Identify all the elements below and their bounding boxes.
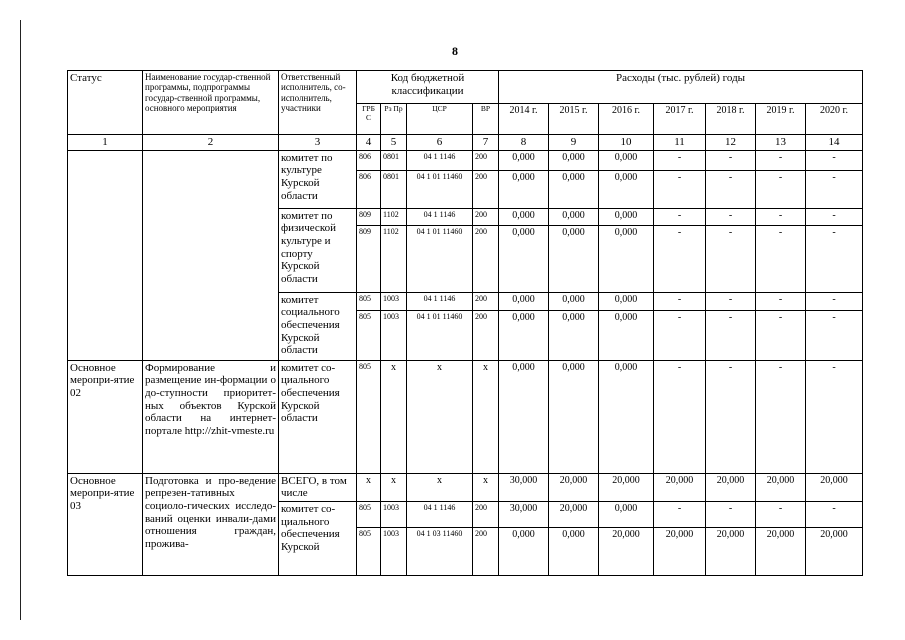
col-num: 1 bbox=[68, 135, 143, 151]
responsible-cell: комитет со-циального обеспечения Курской области bbox=[279, 360, 357, 473]
rzpr-cell: 0801 bbox=[381, 150, 407, 170]
value-cell: - bbox=[806, 501, 863, 527]
value-cell: - bbox=[756, 170, 806, 208]
col-num: 14 bbox=[806, 135, 863, 151]
col-num: 5 bbox=[381, 135, 407, 151]
csr-cell: x bbox=[407, 360, 473, 473]
col-num: 3 bbox=[279, 135, 357, 151]
grbs-cell: 806 bbox=[357, 150, 381, 170]
value-cell: 0,000 bbox=[499, 360, 549, 473]
grbs-cell: 805 bbox=[357, 310, 381, 360]
col-num: 7 bbox=[473, 135, 499, 151]
value-cell: 30,000 bbox=[499, 501, 549, 527]
vr-cell: 200 bbox=[473, 150, 499, 170]
responsible-cell: комитет со-циального обеспечения Курской bbox=[279, 501, 357, 575]
table-row bbox=[68, 473, 863, 501]
value-cell: - bbox=[806, 208, 863, 225]
value-cell: 0,000 bbox=[599, 208, 654, 225]
header-year: 2014 г. bbox=[499, 104, 549, 135]
value-cell: 0,000 bbox=[549, 527, 599, 575]
csr-cell: 04 1 1146 bbox=[407, 208, 473, 225]
rzpr-cell: x bbox=[381, 360, 407, 473]
value-cell: 20,000 bbox=[806, 527, 863, 575]
header-year: 2015 г. bbox=[549, 104, 599, 135]
value-cell: 0,000 bbox=[549, 225, 599, 292]
col-num: 11 bbox=[654, 135, 706, 151]
value-cell: 0,000 bbox=[599, 150, 654, 170]
name-cell: Формирование и размещение ин-формации о до-ступности приоритет-ных объектов Курской области на интернет-портале http://zhit-vmeste.ru bbox=[143, 360, 279, 473]
grbs-cell: 805 bbox=[357, 527, 381, 575]
value-cell: 20,000 bbox=[549, 473, 599, 501]
value-cell: 0,000 bbox=[499, 170, 549, 208]
rzpr-cell: 1003 bbox=[381, 292, 407, 310]
vr-cell: 200 bbox=[473, 208, 499, 225]
column-number-row bbox=[68, 135, 863, 151]
value-cell: - bbox=[806, 310, 863, 360]
value-cell: - bbox=[706, 150, 756, 170]
grbs-cell: 809 bbox=[357, 225, 381, 292]
value-cell: - bbox=[654, 501, 706, 527]
col-num: 12 bbox=[706, 135, 756, 151]
vr-cell: 200 bbox=[473, 527, 499, 575]
header-year: 2018 г. bbox=[706, 104, 756, 135]
value-cell: 20,000 bbox=[599, 473, 654, 501]
col-num: 10 bbox=[599, 135, 654, 151]
page-number: 8 bbox=[452, 44, 458, 58]
value-cell: - bbox=[706, 310, 756, 360]
header-status: Статус bbox=[68, 71, 143, 135]
value-cell: 0,000 bbox=[599, 170, 654, 208]
value-cell: 0,000 bbox=[499, 292, 549, 310]
value-cell: 0,000 bbox=[549, 310, 599, 360]
value-cell: 0,000 bbox=[499, 310, 549, 360]
value-cell: 20,000 bbox=[706, 473, 756, 501]
value-cell: 0,000 bbox=[499, 527, 549, 575]
csr-cell: 04 1 1146 bbox=[407, 292, 473, 310]
value-cell: 20,000 bbox=[599, 527, 654, 575]
value-cell: - bbox=[706, 360, 756, 473]
value-cell: 20,000 bbox=[654, 527, 706, 575]
vr-cell: x bbox=[473, 473, 499, 501]
value-cell: - bbox=[654, 170, 706, 208]
col-num: 13 bbox=[756, 135, 806, 151]
value-cell: 20,000 bbox=[756, 473, 806, 501]
responsible-cell: ВСЕГО, в том числе bbox=[279, 473, 357, 501]
page-edge-line bbox=[20, 20, 21, 620]
header-grbs: ГРБ С bbox=[357, 104, 381, 135]
responsible-cell: комитет социального обеспечения Курской области bbox=[279, 292, 357, 360]
value-cell: - bbox=[806, 170, 863, 208]
value-cell: 0,000 bbox=[599, 225, 654, 292]
col-num: 2 bbox=[143, 135, 279, 151]
value-cell: 0,000 bbox=[599, 360, 654, 473]
status-cell: Основное меропри-ятие 03 bbox=[68, 473, 143, 575]
csr-cell: 04 1 1146 bbox=[407, 150, 473, 170]
value-cell: 0,000 bbox=[599, 501, 654, 527]
name-cell bbox=[143, 150, 279, 360]
value-cell: - bbox=[706, 292, 756, 310]
header-expenses: Расходы (тыс. рублей) годы bbox=[499, 71, 863, 104]
header-name: Наименование государ-ственной программы, подпрограммы государ-ственной программы, основного мероприятия bbox=[143, 71, 279, 135]
rzpr-cell: 1102 bbox=[381, 208, 407, 225]
value-cell: - bbox=[654, 292, 706, 310]
rzpr-cell: 1102 bbox=[381, 225, 407, 292]
table-row bbox=[68, 360, 863, 473]
grbs-cell: 805 bbox=[357, 292, 381, 310]
vr-cell: 200 bbox=[473, 501, 499, 527]
value-cell: - bbox=[654, 208, 706, 225]
responsible-cell: комитет по физической культуре и спорту Курской области bbox=[279, 208, 357, 292]
header-year: 2017 г. bbox=[654, 104, 706, 135]
value-cell: 0,000 bbox=[549, 170, 599, 208]
csr-cell: 04 1 03 11460 bbox=[407, 527, 473, 575]
value-cell: - bbox=[756, 360, 806, 473]
csr-cell: 04 1 01 11460 bbox=[407, 225, 473, 292]
status-cell bbox=[68, 150, 143, 360]
value-cell: 0,000 bbox=[549, 292, 599, 310]
header-csr: ЦСР bbox=[407, 104, 473, 135]
value-cell: 0,000 bbox=[599, 310, 654, 360]
value-cell: 20,000 bbox=[806, 473, 863, 501]
rzpr-cell: x bbox=[381, 473, 407, 501]
value-cell: - bbox=[756, 310, 806, 360]
value-cell: - bbox=[806, 292, 863, 310]
col-num: 9 bbox=[549, 135, 599, 151]
value-cell: - bbox=[806, 360, 863, 473]
grbs-cell: 809 bbox=[357, 208, 381, 225]
value-cell: - bbox=[654, 310, 706, 360]
value-cell: 20,000 bbox=[654, 473, 706, 501]
vr-cell: 200 bbox=[473, 292, 499, 310]
value-cell: - bbox=[756, 225, 806, 292]
value-cell: - bbox=[806, 150, 863, 170]
value-cell: 0,000 bbox=[499, 150, 549, 170]
value-cell: 0,000 bbox=[599, 292, 654, 310]
responsible-cell: комитет по культуре Курской области bbox=[279, 150, 357, 208]
value-cell: 0,000 bbox=[499, 225, 549, 292]
grbs-cell: 805 bbox=[357, 501, 381, 527]
vr-cell: 200 bbox=[473, 225, 499, 292]
name-cell: Подготовка и про-ведение репрезен-тативных социоло-гических исследо-ваний оценки инвали-дами отношения граждан, прожива- bbox=[143, 473, 279, 575]
value-cell: - bbox=[806, 225, 863, 292]
value-cell: - bbox=[756, 150, 806, 170]
header-budget-code: Код бюджетной классификации bbox=[357, 71, 499, 104]
value-cell: 20,000 bbox=[756, 527, 806, 575]
rzpr-cell: 0801 bbox=[381, 170, 407, 208]
value-cell: 0,000 bbox=[549, 360, 599, 473]
grbs-cell: x bbox=[357, 473, 381, 501]
rzpr-cell: 1003 bbox=[381, 310, 407, 360]
table-row bbox=[68, 150, 863, 170]
rzpr-cell: 1003 bbox=[381, 501, 407, 527]
value-cell: - bbox=[706, 501, 756, 527]
value-cell: - bbox=[756, 208, 806, 225]
value-cell: 20,000 bbox=[706, 527, 756, 575]
header-year: 2019 г. bbox=[756, 104, 806, 135]
value-cell: - bbox=[654, 150, 706, 170]
value-cell: - bbox=[706, 208, 756, 225]
csr-cell: 04 1 01 11460 bbox=[407, 310, 473, 360]
vr-cell: 200 bbox=[473, 310, 499, 360]
value-cell: 0,000 bbox=[549, 208, 599, 225]
value-cell: - bbox=[706, 170, 756, 208]
value-cell: - bbox=[756, 292, 806, 310]
status-cell: Основное меропри-ятие 02 bbox=[68, 360, 143, 473]
value-cell: - bbox=[756, 501, 806, 527]
grbs-cell: 805 bbox=[357, 360, 381, 473]
value-cell: - bbox=[654, 225, 706, 292]
header-year: 2020 г. bbox=[806, 104, 863, 135]
csr-cell: x bbox=[407, 473, 473, 501]
value-cell: 20,000 bbox=[549, 501, 599, 527]
value-cell: 30,000 bbox=[499, 473, 549, 501]
header-rzpr: Рз Пр bbox=[381, 104, 407, 135]
value-cell: - bbox=[706, 225, 756, 292]
value-cell: - bbox=[654, 360, 706, 473]
header-responsible: Ответственный исполнитель, со-исполнитель, участники bbox=[279, 71, 357, 135]
col-num: 4 bbox=[357, 135, 381, 151]
vr-cell: 200 bbox=[473, 170, 499, 208]
header-year: 2016 г. bbox=[599, 104, 654, 135]
csr-cell: 04 1 01 11460 bbox=[407, 170, 473, 208]
rzpr-cell: 1003 bbox=[381, 527, 407, 575]
col-num: 8 bbox=[499, 135, 549, 151]
header-vr: ВР bbox=[473, 104, 499, 135]
csr-cell: 04 1 1146 bbox=[407, 501, 473, 527]
col-num: 6 bbox=[407, 135, 473, 151]
budget-table bbox=[67, 70, 863, 576]
value-cell: 0,000 bbox=[549, 150, 599, 170]
value-cell: 0,000 bbox=[499, 208, 549, 225]
vr-cell: x bbox=[473, 360, 499, 473]
grbs-cell: 806 bbox=[357, 170, 381, 208]
